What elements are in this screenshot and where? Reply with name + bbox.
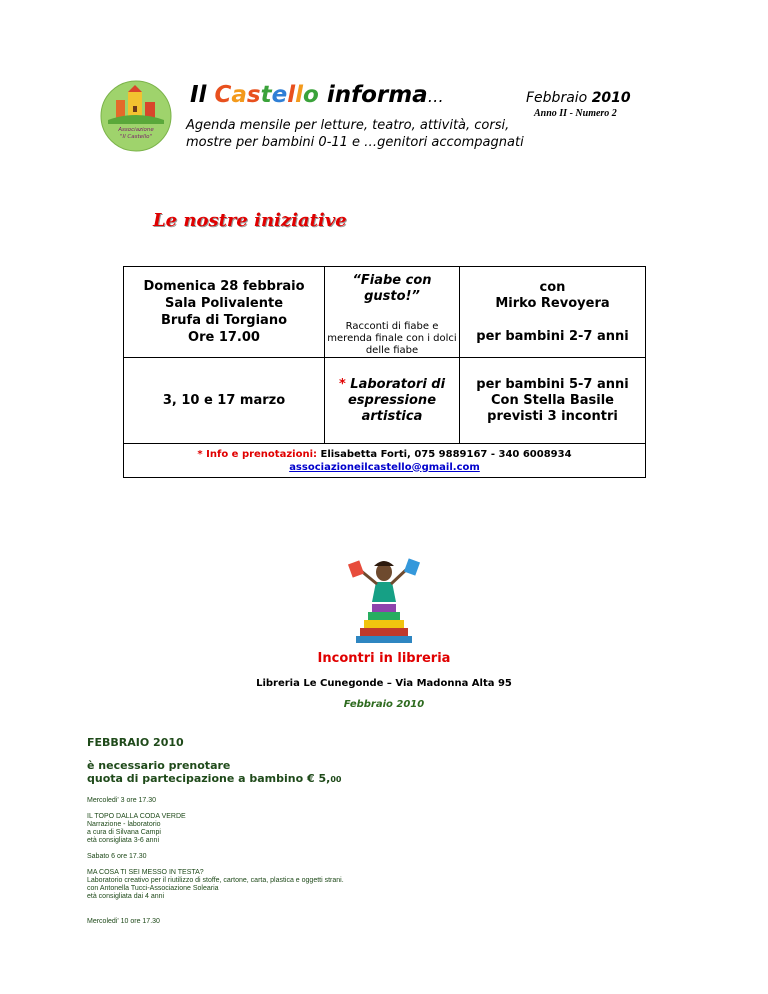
- note-cents: 00: [330, 775, 342, 784]
- subtitle-line-1: Agenda mensile per letture, teatro, attività, corsi,: [186, 118, 510, 133]
- agenda-item-line: età consigliata dai 4 anni: [87, 893, 165, 900]
- agenda-item-line: a cura di Silvana Campi: [87, 829, 161, 836]
- events-table: [123, 266, 646, 478]
- email-link[interactable]: associazioneilcastello@gmail.com: [289, 461, 480, 473]
- info-cell: [124, 444, 646, 478]
- agenda-item-line: MA COSA TI SEI MESSO IN TESTA?: [87, 869, 204, 876]
- agenda-item-line: IL TOPO DALLA CODA VERDE: [87, 813, 186, 820]
- bookshop-title: Incontri in libreria: [317, 651, 451, 666]
- event-1-desc-line: merenda finale con i dolci: [327, 333, 457, 344]
- section-title: Le nostre iniziative: [153, 210, 347, 231]
- event-1-who-line: con: [539, 279, 566, 295]
- title-castello-letter: o: [302, 82, 319, 108]
- agenda-note: [87, 759, 341, 786]
- note-line-2: quota di partecipazione a bambino € 5,: [87, 772, 331, 785]
- info-row: [124, 444, 646, 478]
- bookshop-address: Libreria Le Cunegonde – Via Madonna Alta 95: [256, 678, 512, 689]
- event-2-name-line: artistica: [361, 408, 423, 424]
- agenda-item-line: età consigliata 3-6 anni: [87, 837, 159, 844]
- logo-label-1: Associazione: [118, 127, 154, 133]
- title-word-castello: [214, 82, 318, 108]
- title-castello-letter: s: [246, 82, 261, 108]
- event-1-description: [325, 267, 460, 358]
- agenda-item-line: con Antonella Tucci-Associazione Solearia: [87, 885, 219, 892]
- bookshop-month: Febbraio 2010: [343, 699, 425, 710]
- event-2-dates: 3, 10 e 17 marzo: [162, 393, 286, 408]
- title-castello-letter: t: [260, 82, 272, 108]
- title-word-informa: informa: [326, 82, 428, 108]
- event-1-desc-line: delle fiabe: [365, 345, 419, 356]
- event-2-who-line: previsti 3 incontri: [487, 408, 618, 424]
- event-1-when: [124, 267, 325, 358]
- title-castello-letter: C: [214, 82, 232, 108]
- title-word-il: Il: [190, 82, 207, 108]
- association-logo: [100, 80, 172, 152]
- event-1-when-line: Domenica 28 febbraio: [143, 279, 305, 294]
- title-ellipsis: …: [427, 87, 444, 106]
- title-castello-letter: e: [271, 82, 288, 108]
- issue-month: Febbraio: [526, 90, 588, 106]
- event-1-when-line: Brufa di Torgiano: [160, 313, 288, 328]
- subtitle: [186, 117, 524, 151]
- subtitle-line-2: mostre per bambini 0-11 e …genitori accompagnati: [186, 135, 524, 150]
- agenda-item-1-date: Mercoledi' 3 ore 17.30: [87, 797, 157, 804]
- issue-year: 2010: [591, 90, 631, 106]
- reading-girl-illustration: [346, 552, 422, 644]
- event-2-when: [124, 358, 325, 444]
- event-1-audience: [460, 267, 646, 358]
- note-line-1: è necessario prenotare: [87, 759, 231, 772]
- event-1-who-line: Mirko Revoyera: [495, 295, 610, 311]
- newsletter-title: [190, 82, 444, 108]
- agenda-item-2: [87, 869, 344, 901]
- logo-label-2: "Il Castello": [120, 134, 152, 140]
- event-2-description: [325, 358, 460, 444]
- info-contact: Elisabetta Forti, 075 9889167 - 340 6008934: [320, 448, 572, 460]
- issue-date: [526, 90, 631, 106]
- info-prefix: * Info e prenotazioni:: [197, 448, 317, 460]
- title-castello-letter: l: [287, 82, 296, 108]
- event-row-2: [124, 358, 646, 444]
- event-2-audience: [460, 358, 646, 444]
- event-1-name: “Fiabe con gusto!”: [352, 273, 432, 304]
- agenda-heading: FEBBRAIO 2010: [87, 736, 184, 749]
- agenda-item-1: [87, 813, 186, 845]
- agenda-item-line: Narrazione - laboratorio: [87, 821, 161, 828]
- agenda-item-3-date: Mercoledi' 10 ore 17.30: [87, 918, 160, 925]
- agenda-item-2-date: Sabato 6 ore 17.30: [87, 853, 147, 860]
- event-1-when-line: Ore 17.00: [188, 330, 260, 345]
- event-2-who-line: Con Stella Basile: [490, 392, 614, 408]
- title-castello-letter: l: [295, 82, 303, 108]
- event-1-age-range: per bambini 2-7 anni: [476, 328, 629, 344]
- event-2-who-line: per bambini 5-7 anni: [476, 376, 629, 392]
- title-castello-letter: a: [231, 82, 247, 108]
- event-1-when-line: Sala Polivalente: [164, 296, 284, 311]
- event-2-name-line: Laboratori di: [350, 376, 446, 392]
- event-1-desc-line: Racconti di fiabe e: [345, 321, 439, 332]
- event-2-star: *: [338, 376, 346, 392]
- issue-number: Anno II - Numero 2: [534, 108, 617, 119]
- event-2-name-line: espressione: [347, 392, 437, 408]
- agenda-item-line: Laboratorio creativo per il riutilizzo di stoffe, cartone, carta, plastica e oggetti strani.: [87, 877, 344, 884]
- event-row-1: [124, 267, 646, 358]
